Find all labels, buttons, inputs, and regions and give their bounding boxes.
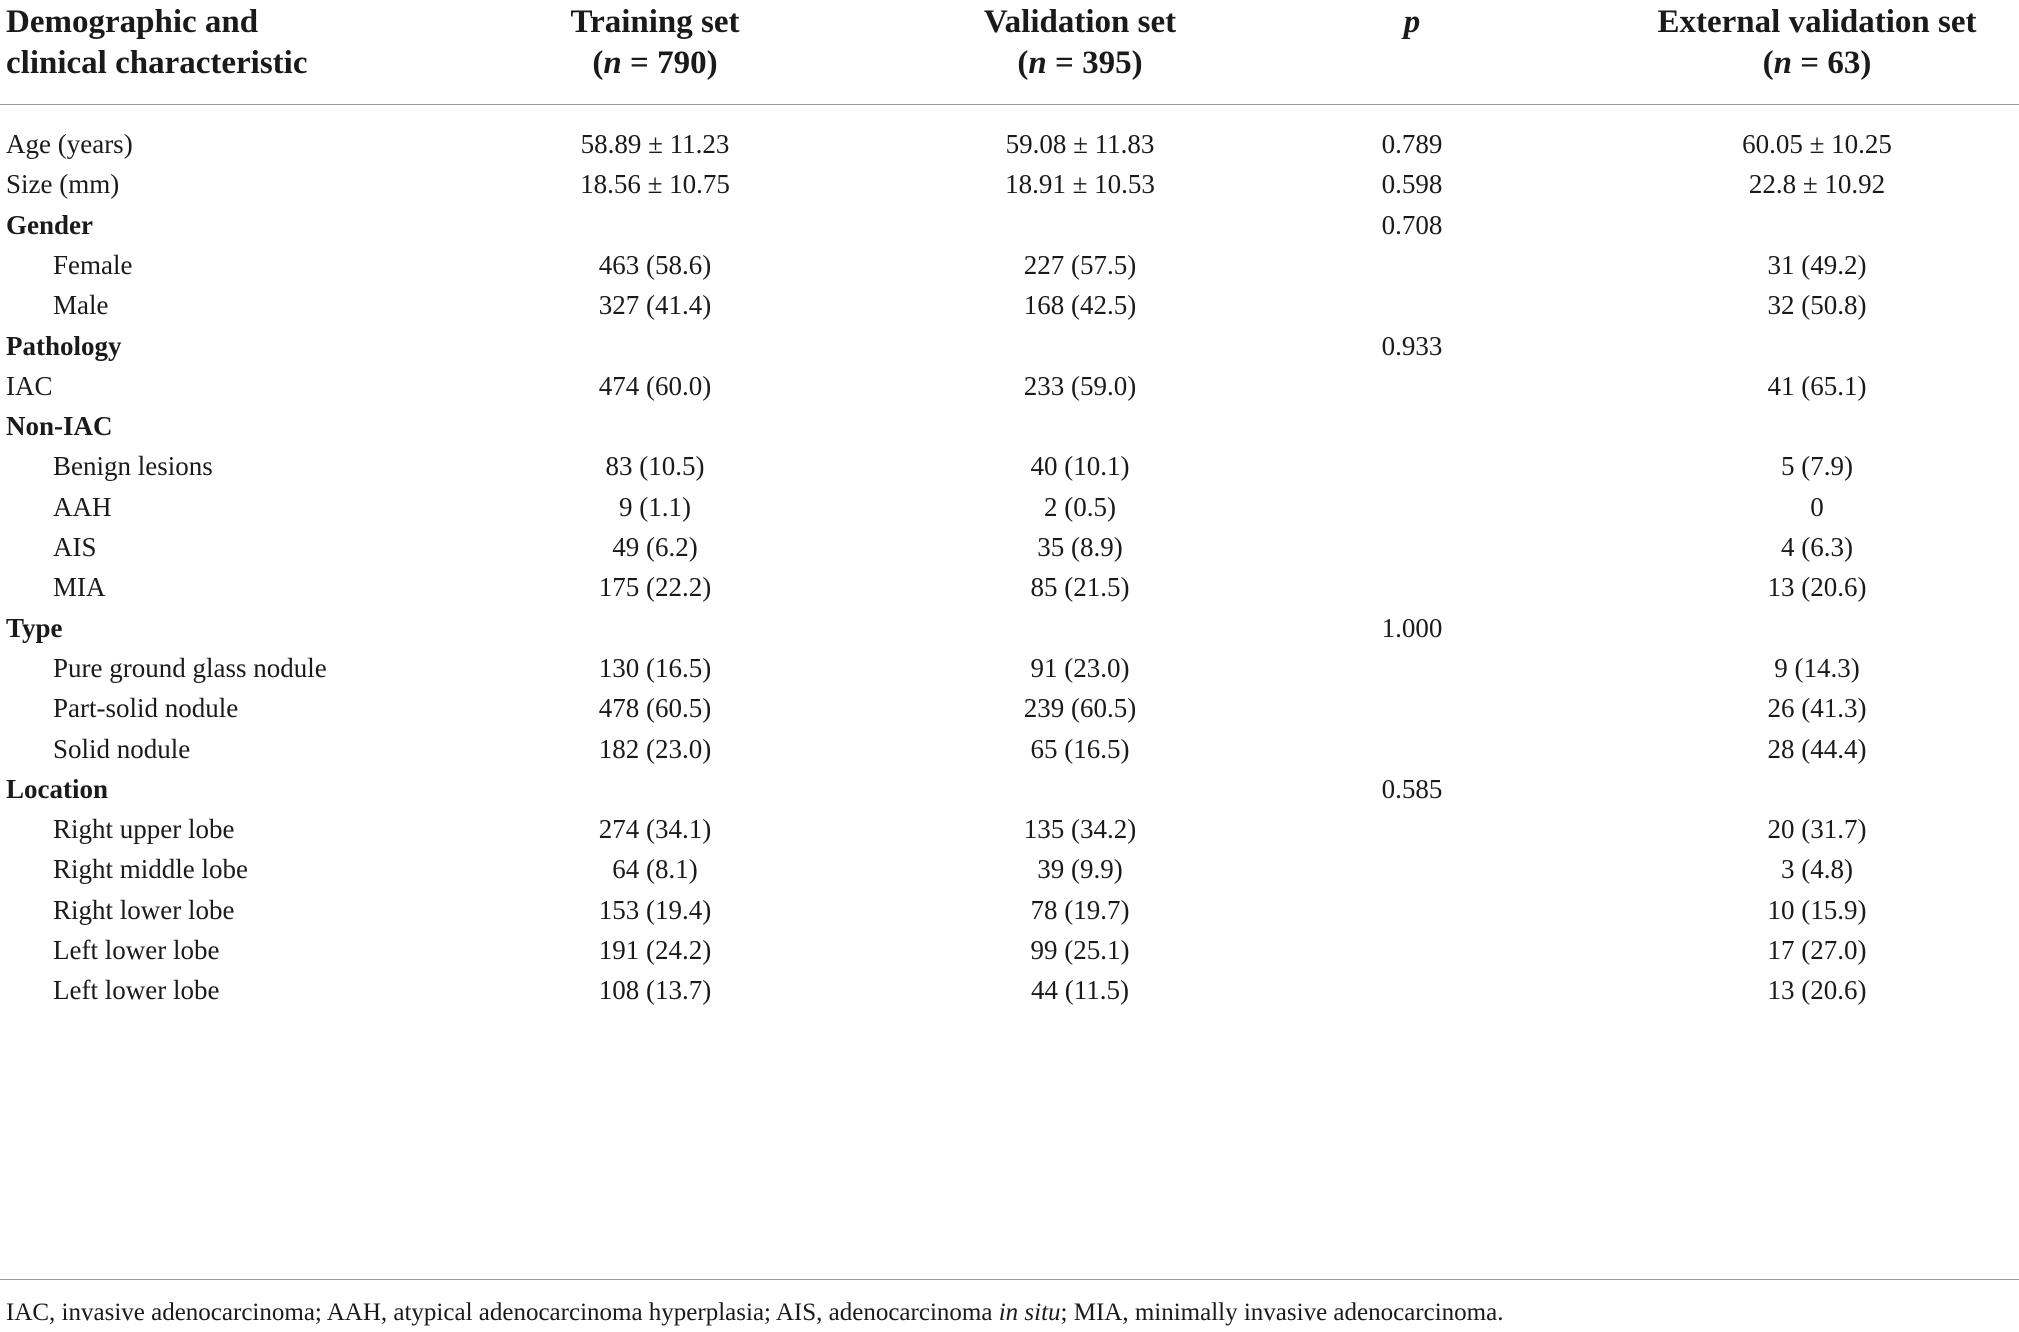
row-label: Non-IAC xyxy=(6,411,113,442)
row-label: AAH xyxy=(53,491,112,522)
header-external-n xyxy=(1658,43,1977,84)
header-validation xyxy=(984,2,1176,84)
header-characteristic-line1: Demographic and xyxy=(6,4,259,40)
external-value: 9 (14.3) xyxy=(1774,652,1860,683)
training-value: 327 (41.4) xyxy=(598,290,712,321)
p-value: 0.585 xyxy=(1381,773,1443,804)
validation-value: 2 (0.5) xyxy=(1044,491,1116,522)
row-label: Gender xyxy=(6,209,93,240)
row-label: Type xyxy=(6,612,63,643)
validation-value: 99 (25.1) xyxy=(1030,935,1130,965)
row-label: MIA xyxy=(53,572,106,603)
external-value: 10 (15.9) xyxy=(1767,894,1867,925)
row-label: Pathology xyxy=(6,330,122,361)
training-value: 274 (34.1) xyxy=(598,814,712,845)
header-characteristic xyxy=(6,2,307,84)
training-value: 108 (13.7) xyxy=(598,975,712,1006)
validation-value: 44 (11.5) xyxy=(1031,975,1129,1006)
header-external-n-var: n xyxy=(1773,45,1793,81)
footnote-text-before: IAC, invasive adenocarcinoma; AAH, atypical adenocarcinoma hyperplasia; AIS, adenocarcinoma xyxy=(6,1299,999,1326)
training-value: 463 (58.6) xyxy=(598,249,712,280)
training-value: 130 (16.5) xyxy=(598,652,712,683)
training-value: 49 (6.2) xyxy=(612,532,698,562)
external-value: 41 (65.1) xyxy=(1767,370,1867,401)
header-external xyxy=(1658,2,1977,84)
row-label: Male xyxy=(53,290,109,321)
external-value: 3 (4.8) xyxy=(1781,854,1853,885)
header-external-n-value: = 63) xyxy=(1792,45,1872,81)
external-value: 31 (49.2) xyxy=(1767,249,1867,280)
external-value: 20 (31.7) xyxy=(1767,814,1867,845)
row-label: IAC xyxy=(6,370,53,401)
training-value: 175 (22.2) xyxy=(598,572,712,603)
p-value: 1.000 xyxy=(1381,612,1443,643)
validation-value: 91 (23.0) xyxy=(1030,652,1130,683)
row-label: Right middle lobe xyxy=(53,854,248,885)
table-footnote xyxy=(6,1297,1503,1329)
header-external-n-open: ( xyxy=(1762,45,1774,81)
training-value: 18.56 ± 10.75 xyxy=(580,169,730,200)
validation-value: 59.08 ± 11.83 xyxy=(1005,129,1155,159)
footnote-text-after: ; MIA, minimally invasive adenocarcinoma. xyxy=(1060,1299,1504,1326)
external-value: 22.8 ± 10.92 xyxy=(1748,169,1886,200)
training-value: 191 (24.2) xyxy=(598,935,712,965)
validation-value: 78 (19.7) xyxy=(1030,894,1130,925)
header-training-n-open: ( xyxy=(592,45,604,81)
row-label: Size (mm) xyxy=(6,169,120,200)
row-label: AIS xyxy=(53,532,97,562)
training-value: 83 (10.5) xyxy=(605,451,705,482)
validation-value: 227 (57.5) xyxy=(1023,249,1137,280)
header-training xyxy=(571,2,740,84)
row-label: Part-solid nodule xyxy=(53,693,239,724)
header-training-n-value: = 790) xyxy=(621,45,718,81)
footer-divider xyxy=(0,1279,2019,1280)
external-value: 4 (6.3) xyxy=(1781,532,1853,562)
training-value: 474 (60.0) xyxy=(598,370,712,401)
training-value: 182 (23.0) xyxy=(598,733,712,764)
training-value: 64 (8.1) xyxy=(612,854,698,885)
header-training-n-var: n xyxy=(603,45,622,81)
header-characteristic-line2: clinical characteristic xyxy=(6,45,308,81)
header-divider xyxy=(0,104,2019,105)
external-value: 17 (27.0) xyxy=(1767,935,1867,965)
header-training-title: Training set xyxy=(570,4,740,40)
validation-value: 35 (8.9) xyxy=(1037,532,1123,562)
training-value: 478 (60.5) xyxy=(598,693,712,724)
row-label: Age (years) xyxy=(6,129,133,159)
external-value: 32 (50.8) xyxy=(1767,290,1867,321)
header-validation-title: Validation set xyxy=(983,4,1177,40)
p-value: 0.789 xyxy=(1381,129,1443,159)
row-label: Right lower lobe xyxy=(53,894,235,925)
row-label: Left lower lobe xyxy=(53,975,220,1006)
training-value: 9 (1.1) xyxy=(619,491,691,522)
header-validation-n xyxy=(984,43,1176,84)
header-validation-n-value: = 395) xyxy=(1046,45,1143,81)
row-label: Female xyxy=(53,249,133,280)
validation-value: 18.91 ± 10.53 xyxy=(1005,169,1155,200)
row-label: Pure ground glass nodule xyxy=(53,652,327,683)
validation-value: 233 (59.0) xyxy=(1023,370,1137,401)
validation-value: 135 (34.2) xyxy=(1023,814,1137,845)
validation-value: 239 (60.5) xyxy=(1023,693,1137,724)
p-value: 0.708 xyxy=(1381,209,1443,240)
validation-value: 65 (16.5) xyxy=(1030,733,1130,764)
row-label: Solid nodule xyxy=(53,733,191,764)
header-p: p xyxy=(1403,4,1421,40)
table-header xyxy=(0,0,2019,104)
p-value: 0.598 xyxy=(1381,169,1443,200)
validation-value: 39 (9.9) xyxy=(1037,854,1123,885)
row-label: Location xyxy=(6,773,109,804)
external-value: 13 (20.6) xyxy=(1767,572,1867,603)
row-label: Benign lesions xyxy=(53,451,213,482)
validation-value: 168 (42.5) xyxy=(1023,290,1137,321)
header-external-title: External validation set xyxy=(1657,4,1977,40)
header-training-n xyxy=(571,43,740,84)
external-value: 13 (20.6) xyxy=(1767,975,1867,1006)
table-row xyxy=(0,964,2019,1016)
external-value: 60.05 ± 10.25 xyxy=(1742,129,1892,159)
header-validation-n-open: ( xyxy=(1017,45,1029,81)
external-value: 5 (7.9) xyxy=(1781,451,1853,482)
validation-value: 40 (10.1) xyxy=(1030,451,1130,482)
external-value: 28 (44.4) xyxy=(1767,733,1867,764)
header-validation-n-var: n xyxy=(1028,45,1047,81)
p-value: 0.933 xyxy=(1381,330,1443,361)
external-value: 26 (41.3) xyxy=(1767,693,1867,724)
external-value: 0 xyxy=(1810,491,1824,522)
footnote-text-italic: in situ xyxy=(998,1299,1061,1326)
training-value: 153 (19.4) xyxy=(598,894,712,925)
validation-value: 85 (21.5) xyxy=(1030,572,1130,603)
training-value: 58.89 ± 11.23 xyxy=(580,129,730,159)
row-label: Right upper lobe xyxy=(53,814,235,845)
row-label: Left lower lobe xyxy=(53,935,220,965)
